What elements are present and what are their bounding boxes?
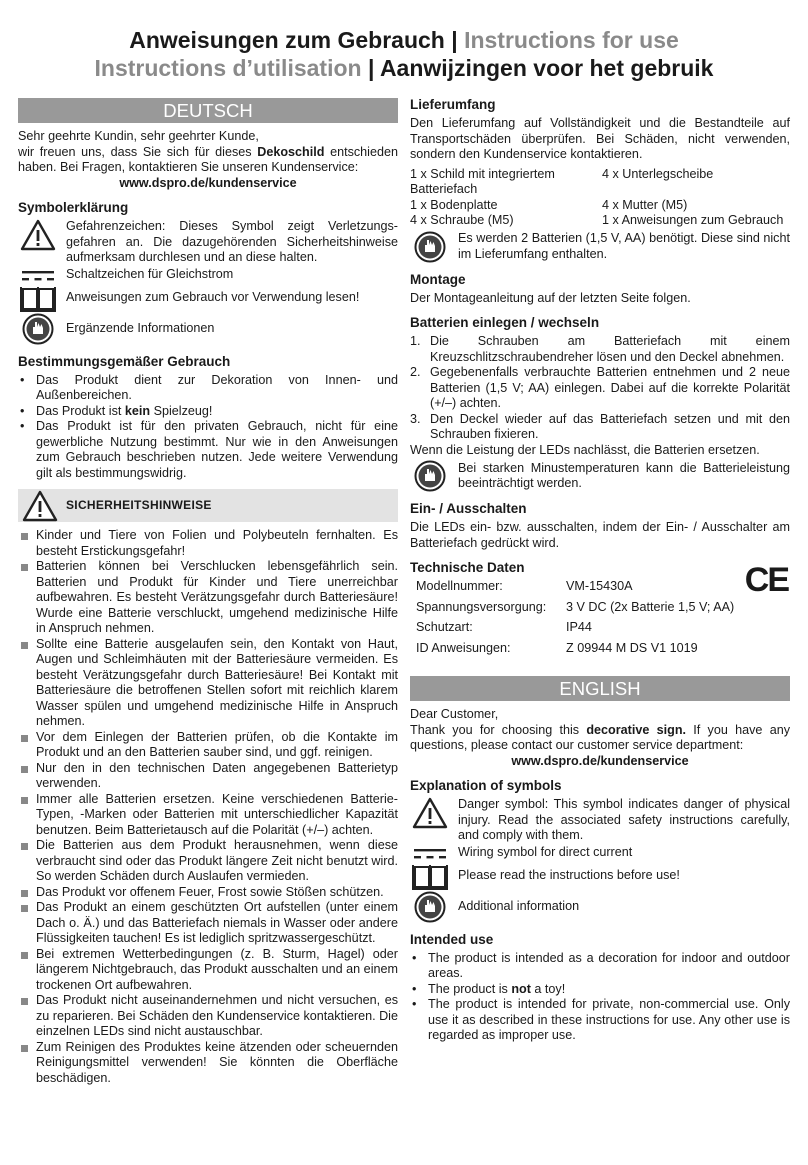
list-item (410, 334, 790, 365)
de-tech-section (410, 559, 790, 656)
de-intended-use-heading: Bestimmungsgemäßer Gebrauch (18, 353, 231, 369)
en-symbol-read (410, 862, 790, 890)
info-hand-icon (410, 891, 450, 923)
step-text: Den Deckel wieder auf das Batteriefach setzen und mit den Schrauben fixieren. (430, 411, 790, 441)
en-symbol-danger (410, 797, 790, 844)
info-hand-icon (410, 460, 450, 492)
safety-header (18, 489, 398, 522)
tech-label: Spannungsversorgung: (416, 599, 547, 614)
en-intro-product: decorative sign. (586, 722, 687, 737)
en-intro (410, 723, 790, 754)
list-item (410, 412, 790, 443)
list-item: 1 x Schild mit integriertem Batteriefach (410, 166, 555, 196)
en-intended-use-heading: Intended use (410, 931, 494, 947)
banner-deutsch: DEUTSCH (18, 98, 398, 123)
de-use2-b: kein (124, 403, 151, 418)
document-title (0, 26, 808, 82)
title-en: Instructions for use (464, 27, 679, 53)
de-onoff-text: Die LEDs ein- bzw. ausschalten, indem der Ein- / Ausschalter am Batteriefach gedrückt wird. (410, 520, 790, 550)
banner-english: ENGLISH (410, 676, 790, 701)
title-de: Anweisungen zum Gebrauch (129, 27, 445, 53)
info-hand-icon (18, 313, 58, 345)
title-fr: Instructions d’utilisation (94, 55, 362, 81)
tech-label: Modellnummer: (416, 579, 503, 593)
left-column (18, 98, 398, 1086)
en-service-url[interactable]: www.dspro.de/kundenservice (511, 753, 689, 768)
en-greeting: Dear Customer, (410, 707, 499, 721)
tech-value: VM-15430A (566, 579, 633, 593)
de-service-url[interactable]: www.dspro.de/kundenservice (119, 175, 297, 190)
title-line-1 (0, 26, 808, 54)
warning-icon (410, 797, 450, 829)
de-scope-items (410, 167, 790, 229)
de-battery-note (410, 460, 790, 492)
list-item: Immer alle Batterien ersetzen. Keine verschiedenen Batterie-Typen, -Marken oder Batterien mit unterschiedlicher Kapazität benutzen. Beim Batterietausch auf die Polarität (+/–) achten. (18, 792, 398, 839)
title-separator: | (444, 27, 465, 53)
warning-icon (18, 219, 58, 251)
de-use2-a: Das Produkt ist (36, 403, 125, 418)
list-item: 1 x Bodenplatte (410, 197, 498, 212)
de-battery-heading: Batterien einlegen / wechseln (410, 315, 600, 330)
direct-current-icon (18, 267, 58, 283)
de-scope-heading: Lieferumfang (410, 97, 496, 112)
de-battery-after: Wenn die Leistung der LEDs nachlässt, die Batterien ersetzen. (410, 442, 760, 457)
de-greeting: Sehr geehrte Kundin, sehr geehrter Kunde, (18, 129, 259, 143)
book-icon (18, 284, 58, 312)
de-tech-heading: Technische Daten (410, 560, 525, 575)
list-item: Zum Reinigen des Produktes keine ätzenden oder scheuernden Reinigungsmittel verwenden! Sie könnten die Oberfläche beschädigen. (18, 1040, 398, 1087)
de-symbols-heading: Symbolerklärung (18, 200, 129, 215)
de-intro-product: Dekoschild (257, 144, 325, 159)
step-text: Gegebenenfalls verbrauchte Batterien entnehmen und 2 neue Batterien (1,5 V; AA) einlegen. Dabei auf die korrekte Polarität (+/–) achten. (430, 365, 790, 410)
list-item: 1 x Anweisungen zum Gebrauch (602, 213, 784, 227)
de-onoff-heading: Ein- / Ausschalten (410, 501, 527, 516)
info-hand-icon (410, 231, 450, 263)
ce-mark: CE (744, 561, 788, 599)
en-symbols-heading: Explanation of symbols (410, 778, 562, 793)
en-symbol-info-text: Additional information (458, 898, 580, 913)
de-use2-c: Spielzeug! (150, 403, 213, 418)
de-battery-steps (410, 334, 790, 443)
step-text: Die Schrauben am Batteriefach mit einem Kreuzschlitzschraubendreher lösen und den Deckel abnehmen. (430, 334, 790, 364)
en-symbol-danger-text: Danger symbol: This symbol indicates danger of physical injury. Read the associated safety instructions carefully, and comply with them. (458, 797, 790, 842)
tech-value: Z 09944 M DS V1 1019 (566, 640, 698, 655)
en-symbol-read-text: Please read the instructions before use! (458, 867, 680, 882)
list-item: Sollte eine Batterie ausgelaufen sein, den Kontakt von Haut, Augen und Schleimhäuten mit der Batteriesäure vermeiden. Es besteht Verätzungsgefahr durch Batteriesäure! Bei Kontakt mit Batteriesäure die betroffenen Stellen sofort mit reichlich klarem Wasser spülen und umgehend medizinische Hilfe in Anspruch nehmen. (18, 637, 398, 730)
en-symbol-info (410, 891, 790, 923)
tech-value: IP44 (566, 620, 592, 634)
list-item: 4 x Unterlegscheibe (602, 166, 714, 181)
en-intro-c: If you have any questions, please contact our customer service department: (410, 722, 790, 752)
list-item: 4 x Mutter (M5) (602, 197, 688, 212)
de-mount-heading: Montage (410, 271, 466, 287)
de-symbol-read (18, 284, 398, 312)
de-scope-text: Den Lieferumfang auf Vollständigkeit und die Bestandteile auf Transportschäden überprüfen. Bei Schäden, nicht verwenden, sondern den Kundenservice kontaktieren. (410, 116, 790, 161)
direct-current-icon (410, 845, 450, 861)
list-item: • Das Produkt ist für den privaten Gebrauch, nicht für eine gewerbliche Nutzung bestimmt. Nur wie in den Anweisungen zum Gebrauch beschrieben nutzen. Jede weitere Verwendung gilt als bestimmungswidrig. (18, 419, 398, 481)
de-intro (18, 145, 398, 176)
en-use2-c: a toy! (530, 981, 566, 996)
de-symbol-danger-text: Gefahrenzeichen: Dieses Symbol zeigt Verletzungsgefahren an. Die dazugehörenden Sicherheitshinweise aufmerksam durchlesen und an diese halten. (66, 219, 398, 264)
list-item: Bei extremen Wetterbedingungen (z. B. Sturm, Hagel) oder längerem Nichtgebrauch, das Produkt ausschalten und an einem trockenen Ort aufbewahren. (18, 947, 398, 994)
list-item: • The product is intended as a decoration for indoor and outdoor areas. (410, 951, 790, 982)
en-use2-a: The product is (428, 981, 512, 996)
de-symbol-dc (18, 267, 398, 283)
en-symbol-dc (410, 845, 790, 861)
list-item: • Das Produkt dient zur Dekoration von Innen- und Außenbereichen. (18, 373, 398, 404)
list-item: Batterien können bei Verschlucken lebensgefährlich sein. Batterien und Produkt für Kinder und Tiere unerreichbar aufbewahren. Es besteht Verätzungsgefahr durch Batteriesäure! Wurde eine Batterie verschluckt, umgehend medizinische Hilfe in Anspruch nehmen. (18, 559, 398, 637)
de-symbol-info-text: Ergänzende Informationen (66, 320, 215, 335)
de-symbol-info (18, 313, 398, 345)
de-safety-list (18, 528, 398, 1086)
list-item: Nur den in den technischen Daten angegebenen Batterietyp verwenden. (18, 761, 398, 792)
list-item: • The product is intended for private, non-commercial use. Only use it as described in these instructions for use. Any other use is regarded as improper use. (410, 997, 790, 1044)
de-symbol-read-text: Anweisungen zum Gebrauch vor Verwendung lesen! (66, 289, 360, 304)
de-scope-note (410, 231, 790, 263)
warning-icon (22, 490, 58, 522)
de-tech-table (416, 579, 790, 656)
list-item: Vor dem Einlegen der Batterien prüfen, ob die Kontakte im Produkt und an den Batterien sauber sind, und ggf. reinigen. (18, 730, 398, 761)
de-symbol-dc-text: Schaltzeichen für Gleichstrom (66, 266, 234, 281)
list-item: Das Produkt nicht auseinandernehmen und nicht versuchen, es zu reparieren. Bei Schäden den Kundenservice kontaktieren. Die einzelnen LEDs sind nicht austauschbar. (18, 993, 398, 1040)
book-icon (410, 862, 450, 890)
de-mount-text: Der Montageanleitung auf der letzten Seite folgen. (410, 290, 691, 305)
list-item (410, 365, 790, 412)
en-intended-use-list (410, 951, 790, 1044)
list-item: Das Produkt vor offenem Feuer, Frost sowie Stößen schützen. (18, 885, 398, 901)
safety-header-label: SICHERHEITSHINWEISE (66, 497, 212, 512)
list-item: Das Produkt an einem geschützten Ort aufstellen (unter einem Dach o. Ä.) und das Batteriefach niemals in Wasser oder andere Flüssigkeiten tauchen! Es ist lediglich spritzwassergeschützt. (18, 900, 398, 947)
de-symbol-danger (18, 219, 398, 266)
en-use2-b: not (511, 981, 531, 996)
step-number: 1. (410, 334, 421, 348)
step-number: 2. (410, 365, 421, 379)
de-intro-c: entschieden haben. Bei Fragen, kontaktieren Sie unseren Kundenservice: (18, 144, 398, 174)
list-item: Kinder und Tiere von Folien und Polybeuteln fernhalten. Es besteht Erstickungsgefahr! (18, 528, 398, 559)
list-item: 4 x Schraube (M5) (410, 213, 514, 227)
title-line-2 (0, 54, 808, 82)
tech-value: 3 V DC (2x Batterie 1,5 V; AA) (566, 599, 735, 614)
de-battery-note-text: Bei starken Minustemperaturen kann die Batterieleistung beeinträchtigt werden. (458, 460, 790, 490)
step-number: 3. (410, 411, 421, 426)
en-intro-a: Thank you for choosing this (410, 722, 587, 737)
tech-label: ID Anweisungen: (416, 640, 511, 655)
de-scope-note-text: Es werden 2 Batterien (1,5 V, AA) benötigt. Diese sind nicht im Lieferumfang enthalten. (458, 231, 790, 261)
title-separator-2: | (361, 55, 380, 81)
en-symbol-dc-text: Wiring symbol for direct current (458, 844, 633, 859)
list-item (410, 982, 790, 998)
list-item (18, 404, 398, 420)
de-intro-a: wir freuen uns, dass Sie sich für dieses (18, 144, 258, 159)
de-intended-use-list (18, 373, 398, 482)
tech-label: Schutzart: (416, 620, 473, 634)
title-nl: Aanwijzingen voor het gebruik (379, 55, 714, 81)
list-item: Die Batterien aus dem Produkt herausnehmen, wenn diese verbraucht sind oder das Produkt längere Zeit nicht benutzt wird. So werden Schäden durch Auslaufen vermieden. (18, 838, 398, 885)
right-column (410, 96, 790, 1044)
